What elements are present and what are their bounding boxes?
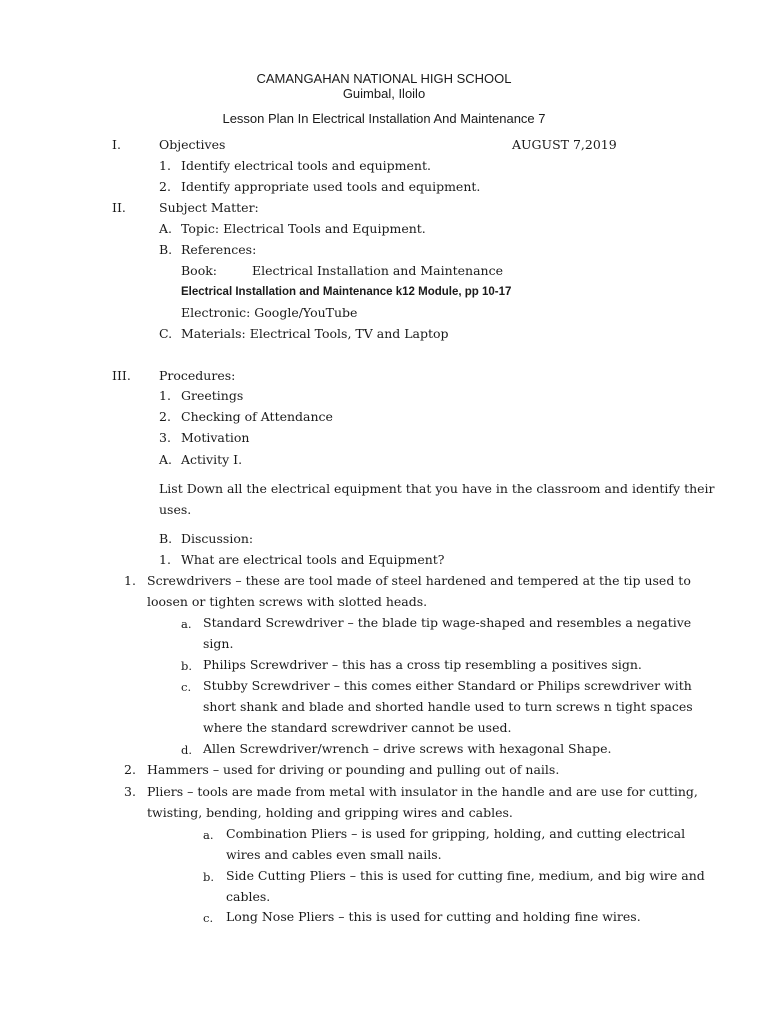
discussion-letter: B. bbox=[159, 531, 173, 546]
combination-pliers-text: Combination Pliers – is used for gripping, holding, and cutting electrical bbox=[226, 826, 686, 841]
electronic-reference: Electronic: Google/YouTube bbox=[181, 305, 358, 320]
stubby-screwdriver-text: where the standard screwdriver cannot be used. bbox=[203, 720, 512, 735]
sub-item-letter: a. bbox=[203, 828, 214, 842]
procedure-number: 1. bbox=[159, 388, 171, 403]
sub-item-letter: d. bbox=[181, 743, 193, 757]
standard-screwdriver-text: sign. bbox=[203, 636, 234, 651]
book-value: Electrical Installation and Maintenance bbox=[252, 263, 503, 278]
side-cutting-pliers-text: cables. bbox=[226, 889, 271, 904]
sub-item-letter: a. bbox=[181, 617, 192, 631]
procedure-text: Motivation bbox=[181, 430, 250, 445]
sub-item-letter: b. bbox=[203, 870, 215, 884]
lesson-plan-title: Lesson Plan In Electrical Installation And Maintenance 7 bbox=[222, 111, 546, 126]
screwdrivers-description: Screwdrivers – these are tool made of steel hardened and tempered at the tip used to bbox=[147, 573, 691, 588]
topic-text: Topic: Electrical Tools and Equipment. bbox=[181, 221, 426, 236]
philips-screwdriver-text: Philips Screwdriver – this has a cross tip resembling a positives sign. bbox=[203, 657, 642, 672]
materials-letter: C. bbox=[159, 326, 173, 341]
tool-number: 3. bbox=[124, 784, 136, 799]
activity-title: Activity I. bbox=[181, 452, 243, 467]
procedure-number: 2. bbox=[159, 409, 171, 424]
objective-number: 1. bbox=[159, 158, 171, 173]
topic-letter: A. bbox=[159, 221, 173, 236]
activity-letter: A. bbox=[159, 452, 173, 467]
hammers-description: Hammers – used for driving or pounding and pulling out of nails. bbox=[147, 762, 560, 777]
stubby-screwdriver-text: short shank and blade and shorted handle used to turn screws n tight spaces bbox=[203, 699, 693, 714]
activity-instruction: uses. bbox=[159, 502, 192, 517]
objective-number: 2. bbox=[159, 179, 171, 194]
stubby-screwdriver-text: Stubby Screwdriver – this comes either Standard or Philips screwdriver with bbox=[203, 678, 692, 693]
sub-item-letter: c. bbox=[203, 911, 214, 925]
procedure-number: 3. bbox=[159, 430, 171, 445]
objective-text: Identify electrical tools and equipment. bbox=[181, 158, 431, 173]
sub-item-letter: c. bbox=[181, 680, 192, 694]
pliers-description: Pliers – tools are made from metal with insulator in the handle and are use for cutting, bbox=[147, 784, 698, 799]
module-reference: Electrical Installation and Maintenance k12 Module, pp 10-17 bbox=[181, 286, 512, 298]
side-cutting-pliers-text: Side Cutting Pliers – this is used for cutting fine, medium, and big wire and bbox=[226, 868, 705, 883]
procedure-text: Checking of Attendance bbox=[181, 409, 333, 424]
long-nose-pliers-text: Long Nose Pliers – this is used for cutting and holding fine wires. bbox=[226, 909, 641, 924]
screwdrivers-description: loosen or tighten screws with slotted heads. bbox=[147, 594, 428, 609]
lesson-date: AUGUST 7,2019 bbox=[512, 137, 617, 152]
tool-number: 2. bbox=[124, 762, 136, 777]
section-number-subject: II. bbox=[112, 200, 126, 215]
section-number-procedures: III. bbox=[112, 368, 131, 383]
standard-screwdriver-text: Standard Screwdriver – the blade tip wage-shaped and resembles a negative bbox=[203, 615, 692, 630]
tool-number: 1. bbox=[124, 573, 136, 588]
objectives-heading: Objectives bbox=[159, 137, 226, 152]
references-heading: References: bbox=[181, 242, 257, 257]
activity-instruction: List Down all the electrical equipment that you have in the classroom and identify their bbox=[159, 481, 715, 496]
section-number-objectives: I. bbox=[112, 137, 121, 152]
book-label: Book: bbox=[181, 263, 218, 278]
procedures-heading: Procedures: bbox=[159, 368, 236, 383]
question-number: 1. bbox=[159, 552, 171, 567]
pliers-description: twisting, bending, holding and gripping wires and cables. bbox=[147, 805, 513, 820]
references-letter: B. bbox=[159, 242, 173, 257]
materials-text: Materials: Electrical Tools, TV and Laptop bbox=[181, 326, 449, 341]
allen-screwdriver-text: Allen Screwdriver/wrench – drive screws with hexagonal Shape. bbox=[203, 741, 612, 756]
school-location: Guimbal, Iloilo bbox=[342, 86, 426, 101]
objective-text: Identify appropriate used tools and equipment. bbox=[181, 179, 481, 194]
subject-matter-heading: Subject Matter: bbox=[159, 200, 259, 215]
question-text: What are electrical tools and Equipment? bbox=[181, 552, 445, 567]
discussion-heading: Discussion: bbox=[181, 531, 254, 546]
sub-item-letter: b. bbox=[181, 659, 193, 673]
combination-pliers-text: wires and cables even small nails. bbox=[226, 847, 442, 862]
school-name: CAMANGAHAN NATIONAL HIGH SCHOOL bbox=[256, 71, 512, 86]
procedure-text: Greetings bbox=[181, 388, 244, 403]
